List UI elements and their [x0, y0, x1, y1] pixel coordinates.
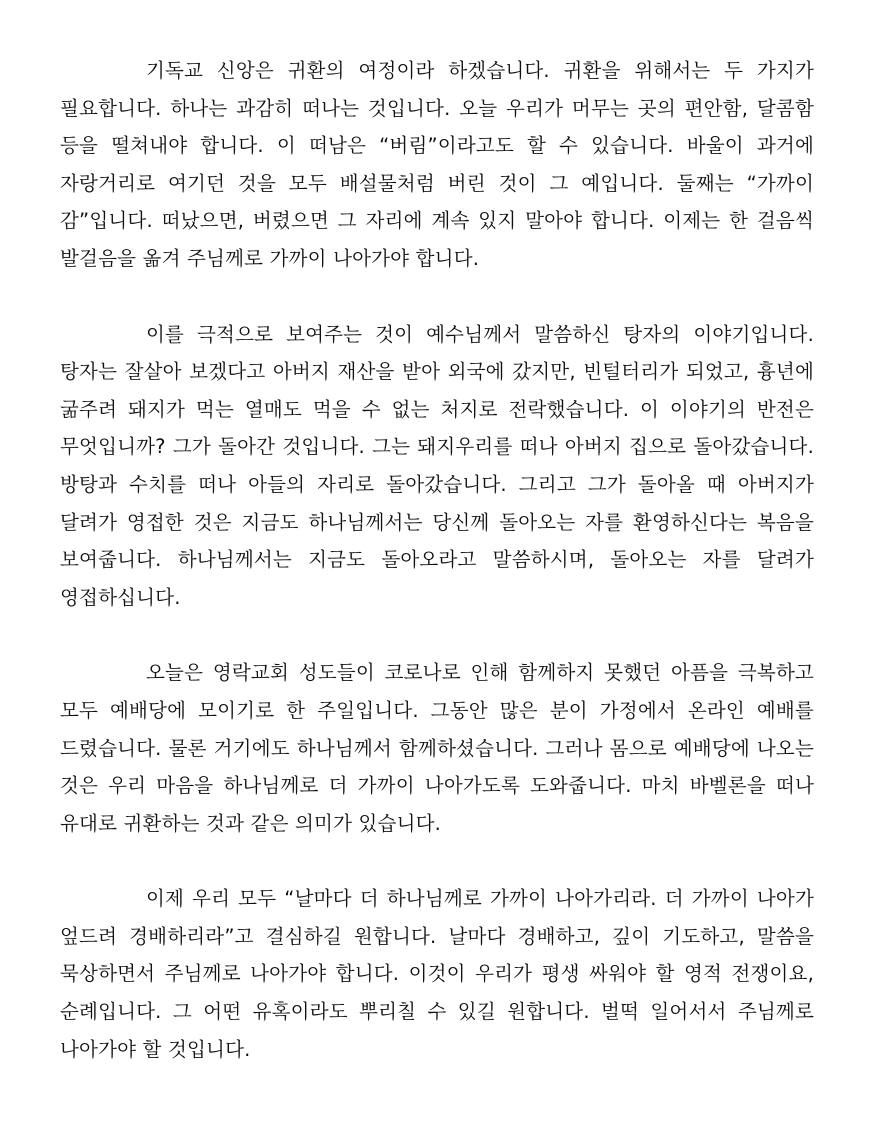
- document-body: [60, 52, 814, 1106]
- paragraph-1: 기독교 신앙은 귀환의 여정이라 하겠습니다. 귀환을 위해서는 두 가지가 필요합니다. 하나는 과감히 떠나는 것입니다. 오늘 우리가 머무는 곳의 편안함, 달콤함 등을 떨쳐내야 합니다. 이 떠남은 “버림”이라고도 할 수 있습니다. 바울이 과거에 자랑거리로 여기던 것을 모두 배설물처럼 버린 것이 그 예입니다. 둘째는 “가까이 감”입니다. 떠났으면, 버렸으면 그 자리에 계속 있지 말아야 합니다. 이제는 한 걸음씩 발걸음을 옮겨 주님께로 가까이 나아가야 합니다.: [60, 59, 814, 270]
- paragraph-2: 이를 극적으로 보여주는 것이 예수님께서 말씀하신 탕자의 이야기입니다. 탕자는 잘살아 보겠다고 아버지 재산을 받아 외국에 갔지만, 빈털터리가 되었고, 흉년에 굶주려 돼지가 먹는 열매도 먹을 수 없는 처지로 전락했습니다. 이 이야기의 반전은 무엇입니까? 그가 돌아간 것입니다. 그는 돼지우리를 떠나 아버지 집으로 돌아갔습니다. 방탕과 수치를 떠나 아들의 자리로 돌아갔습니다. 그리고 그가 돌아올 때 아버지가 달려가 영접한 것은 지금도 하나님께서는 당신께 돌아오는 자를 환영하신다는 복음을 보여줍니다. 하나님께서는 지금도 돌아오라고 말씀하시며, 돌아오는 자를 달려가 영접하십니다.: [60, 322, 814, 609]
- paragraph-4: 이제 우리 모두 “날마다 더 하나님께로 가까이 나아가리라. 더 가까이 나아가 엎드려 경배하리라”고 결심하길 원합니다. 날마다 경배하고, 깊이 기도하고, 말씀을 묵상하면서 주님께로 나아가야 합니다. 이것이 우리가 평생 싸워야 할 영적 전쟁이요, 순례입니다. 그 어떤 유혹이라도 뿌리칠 수 있길 원합니다. 벌떡 일어서서 주님께로 나아가야 할 것입니다.: [60, 887, 814, 1061]
- paragraph-3: 오늘은 영락교회 성도들이 코로나로 인해 함께하지 못했던 아픔을 극복하고 모두 예배당에 모이기로 한 주일입니다. 그동안 많은 분이 가정에서 온라인 예배를 드렸습니다. 물론 거기에도 하나님께서 함께하셨습니다. 그러나 몸으로 예배당에 나오는 것은 우리 마음을 하나님께로 더 가까이 나아가도록 도와줍니다. 마치 바벨론을 떠나 유대로 귀환하는 것과 같은 의미가 있습니다.: [60, 661, 814, 835]
